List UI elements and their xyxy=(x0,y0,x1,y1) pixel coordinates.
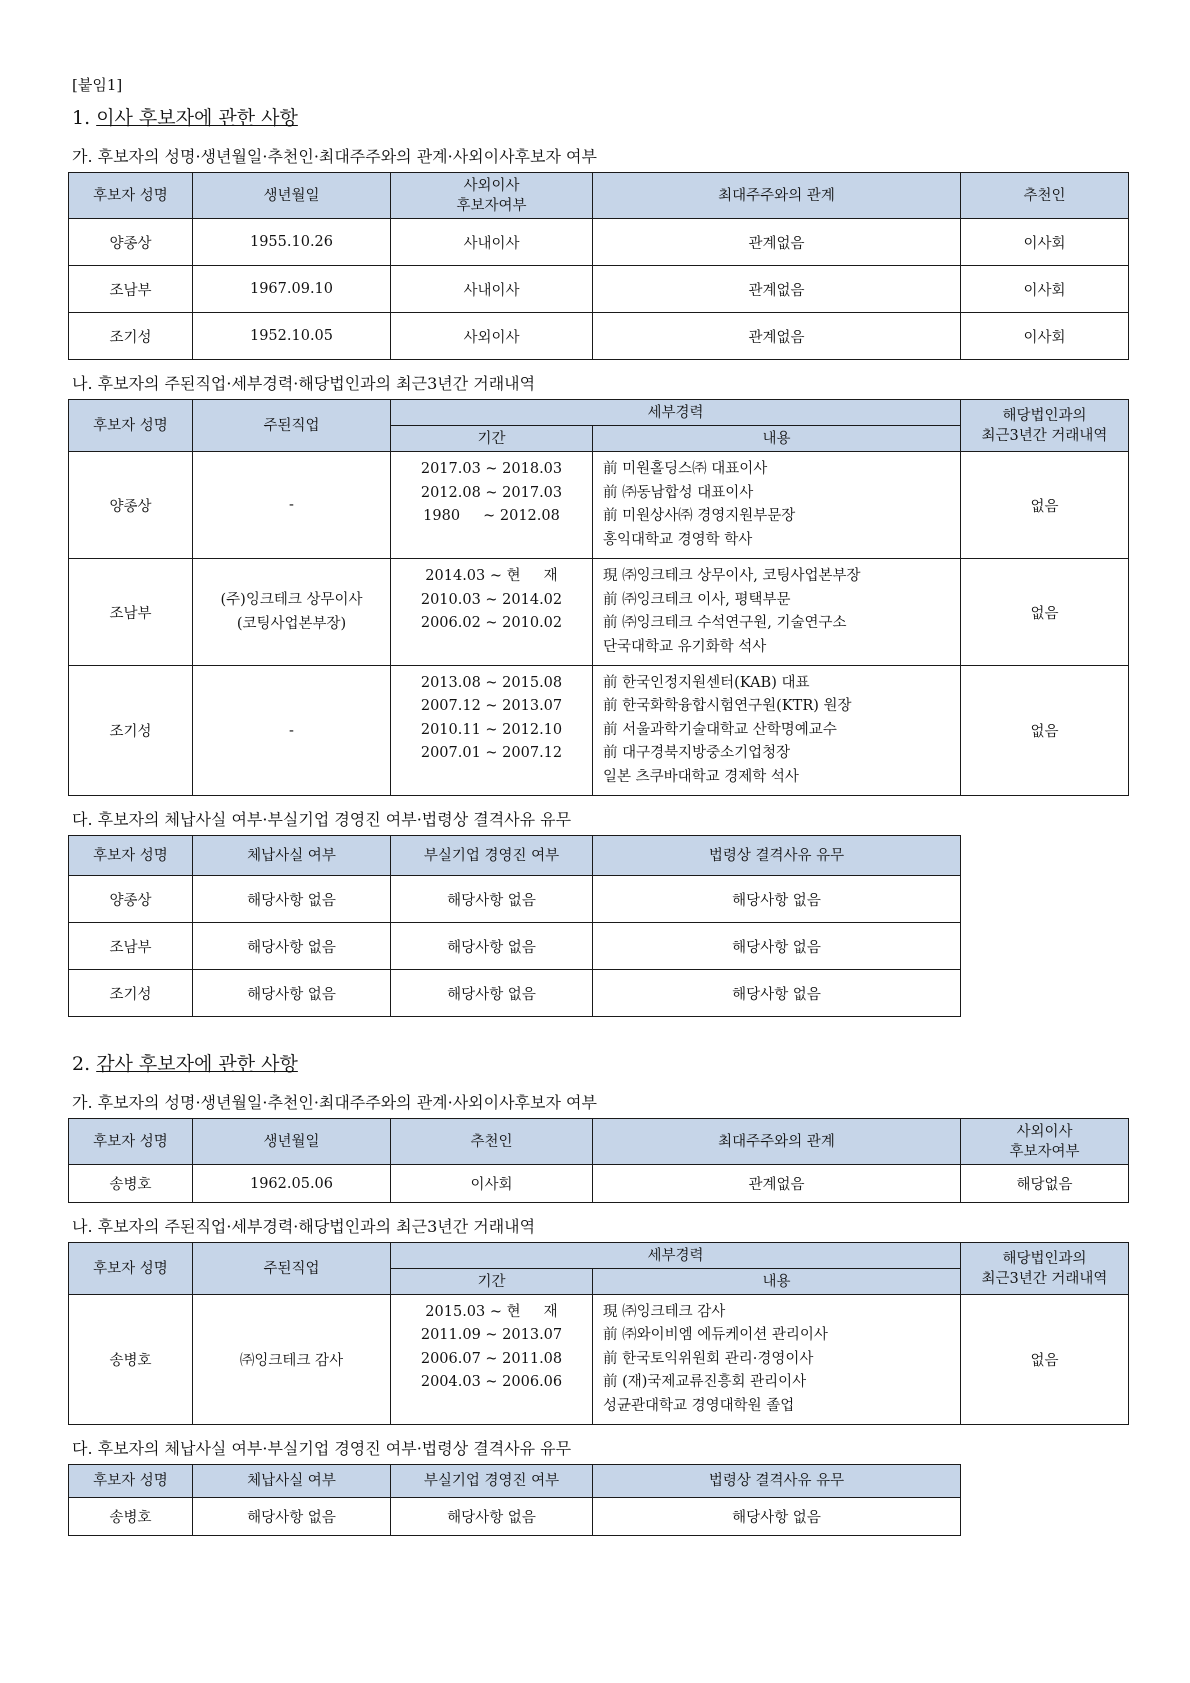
period-line: 2014.03 ~ 현 재 xyxy=(425,568,558,584)
cell-name: 조남부 xyxy=(69,923,193,970)
header-legal: 법령상 결격사유 유무 xyxy=(593,836,961,876)
cell-birthdate: 1967.09.10 xyxy=(193,266,391,313)
cell-type: 해당없음 xyxy=(961,1165,1129,1203)
cell-name: 조남부 xyxy=(69,266,193,313)
period-line: 1980 ~ 2012.08 xyxy=(423,508,560,524)
cell-name: 양종상 xyxy=(69,219,193,266)
section1-c-title: 다. 후보자의 체납사실 여부·부실기업 경영진 여부·법령상 결격사유 유무 xyxy=(72,810,572,829)
header-deal: 해당법인과의 최근3년간 거래내역 xyxy=(961,400,1129,452)
cell-birthdate: 1962.05.06 xyxy=(193,1165,391,1203)
table-row xyxy=(69,1165,1129,1203)
content-line: 現 ㈜잉크테크 감사 xyxy=(603,1303,726,1320)
section1-b-title: 나. 후보자의 주된직업·세부경력·해당법인과의 최근3년간 거래내역 xyxy=(72,374,536,393)
cell-recommender: 이사회 xyxy=(961,313,1129,360)
table-header-row xyxy=(69,1119,1129,1165)
content-line: 일본 츠쿠바대학교 경제학 석사 xyxy=(603,768,799,785)
cell-deal: 없음 xyxy=(961,1295,1129,1425)
content-line: 홍익대학교 경영학 학사 xyxy=(603,531,753,548)
cell-recommender: 이사회 xyxy=(961,219,1129,266)
cell-contents xyxy=(593,666,961,796)
cell-birthdate: 1952.10.05 xyxy=(193,313,391,360)
content-line: 現 ㈜잉크테크 상무이사, 코팅사업본부장 xyxy=(603,568,861,584)
cell-job: - xyxy=(193,452,391,559)
cell-insolvent: 해당사항 없음 xyxy=(391,876,593,923)
cell-periods xyxy=(391,559,593,666)
cell-type: 사외이사 xyxy=(391,313,593,360)
table-row xyxy=(69,266,1129,313)
table-row xyxy=(69,219,1129,266)
cell-deal: 없음 xyxy=(961,559,1129,666)
content-line: 前 대구경북지방중소기업청장 xyxy=(603,745,791,762)
cell-periods xyxy=(391,666,593,796)
content-lines xyxy=(603,565,956,659)
attachment-label: [붙임1] xyxy=(72,76,123,94)
content-line: 前 (재)국제교류진흥회 관리이사 xyxy=(603,1374,807,1391)
table-header-row xyxy=(69,173,1129,219)
period-lines xyxy=(395,565,588,659)
cell-name: 송병호 xyxy=(69,1295,193,1425)
period-line: 2006.02 ~ 2010.02 xyxy=(420,615,563,631)
section1-number: 1. xyxy=(72,107,91,129)
content-line: 前 ㈜동남합성 대표이사 xyxy=(603,484,754,501)
header-period: 기간 xyxy=(391,1269,593,1295)
header-period: 기간 xyxy=(391,426,593,452)
section2-b-title: 나. 후보자의 주된직업·세부경력·해당법인과의 최근3년간 거래내역 xyxy=(72,1217,536,1236)
content-line: 前 ㈜잉크테크 수석연구원, 기술연구소 xyxy=(603,615,847,631)
period-lines xyxy=(395,1301,588,1419)
table-row xyxy=(69,313,1129,360)
header-name: 후보자 성명 xyxy=(69,1243,193,1295)
table-header-row xyxy=(69,1243,1129,1269)
auditor-career-table xyxy=(68,1242,1129,1425)
content-line: 前 한국화학융합시험연구원(KTR) 원장 xyxy=(603,698,852,715)
period-line: 2007.12 ~ 2013.07 xyxy=(420,698,563,715)
director-career-table xyxy=(68,399,1129,796)
table-row xyxy=(69,923,961,970)
cell-tax-arrears: 해당사항 없음 xyxy=(193,1498,391,1536)
header-content: 내용 xyxy=(593,1269,961,1295)
header-legal: 법령상 결격사유 유무 xyxy=(593,1465,961,1498)
header-content: 내용 xyxy=(593,426,961,452)
content-line: 단국대학교 유기화학 석사 xyxy=(603,638,767,655)
header-job: 주된직업 xyxy=(193,1243,391,1295)
cell-name: 양종상 xyxy=(69,452,193,559)
content-lines xyxy=(603,458,956,552)
cell-periods xyxy=(391,452,593,559)
content-lines xyxy=(603,1301,956,1419)
header-birthdate: 생년월일 xyxy=(193,173,391,219)
director-basic-table xyxy=(68,172,1129,360)
section2-a-title: 가. 후보자의 성명·생년월일·추천인·최대주주와의 관계·사외이사후보자 여부 xyxy=(72,1093,597,1112)
content-line: 성균관대학교 경영대학원 졸업 xyxy=(603,1397,795,1414)
cell-deal: 없음 xyxy=(961,666,1129,796)
section2-number: 2. xyxy=(72,1053,91,1075)
content-line: 前 미원홀딩스㈜ 대표이사 xyxy=(603,461,768,477)
header-recommender: 추천인 xyxy=(391,1119,593,1165)
header-insolvent: 부실기업 경영진 여부 xyxy=(391,836,593,876)
header-name: 후보자 성명 xyxy=(69,1119,193,1165)
header-name: 후보자 성명 xyxy=(69,173,193,219)
cell-periods xyxy=(391,1295,593,1425)
header-recommender: 추천인 xyxy=(961,173,1129,219)
header-name: 후보자 성명 xyxy=(69,400,193,452)
header-relation: 최대주주와의 관계 xyxy=(593,1119,961,1165)
cell-relation: 관계없음 xyxy=(593,219,961,266)
period-line: 2010.11 ~ 2012.10 xyxy=(420,721,563,738)
section1-title-text: 이사 후보자에 관한 사항 xyxy=(96,107,298,129)
table-header-row xyxy=(69,836,961,876)
table-row xyxy=(69,559,1129,666)
cell-type: 사내이사 xyxy=(391,219,593,266)
cell-contents xyxy=(593,559,961,666)
cell-name: 조남부 xyxy=(69,559,193,666)
table-row xyxy=(69,666,1129,796)
cell-legal: 해당사항 없음 xyxy=(593,923,961,970)
director-disqualification-table xyxy=(68,835,961,1017)
cell-name: 양종상 xyxy=(69,876,193,923)
section2-c-title: 다. 후보자의 체납사실 여부·부실기업 경영진 여부·법령상 결격사유 유무 xyxy=(72,1439,572,1458)
cell-name: 조기성 xyxy=(69,313,193,360)
header-outside-director: 사외이사 후보자여부 xyxy=(391,173,593,219)
content-line: 前 한국토익위원회 관리·경영이사 xyxy=(603,1350,814,1367)
cell-insolvent: 해당사항 없음 xyxy=(391,1498,593,1536)
period-line: 2015.03 ~ 현 재 xyxy=(425,1303,558,1320)
cell-contents xyxy=(593,452,961,559)
cell-recommender: 이사회 xyxy=(961,266,1129,313)
header-birthdate: 생년월일 xyxy=(193,1119,391,1165)
content-line: 前 ㈜와이비엠 에듀케이션 관리이사 xyxy=(603,1327,828,1344)
table-header-row xyxy=(69,400,1129,426)
cell-relation: 관계없음 xyxy=(593,313,961,360)
period-line: 2007.01 ~ 2007.12 xyxy=(420,745,563,762)
period-line: 2006.07 ~ 2011.08 xyxy=(420,1350,563,1367)
cell-name: 송병호 xyxy=(69,1165,193,1203)
auditor-disqualification-table xyxy=(68,1464,961,1536)
cell-contents xyxy=(593,1295,961,1425)
period-lines xyxy=(395,672,588,790)
cell-deal: 없음 xyxy=(961,452,1129,559)
table-row xyxy=(69,970,961,1017)
content-lines xyxy=(603,672,956,790)
table-row xyxy=(69,452,1129,559)
cell-legal: 해당사항 없음 xyxy=(593,970,961,1017)
section2-title-text: 감사 후보자에 관한 사항 xyxy=(96,1053,298,1075)
cell-name: 조기성 xyxy=(69,666,193,796)
header-tax-arrears: 체납사실 여부 xyxy=(193,1465,391,1498)
table-row xyxy=(69,1295,1129,1425)
section1-a-title: 가. 후보자의 성명·생년월일·추천인·최대주주와의 관계·사외이사후보자 여부 xyxy=(72,147,597,166)
cell-type: 사내이사 xyxy=(391,266,593,313)
cell-insolvent: 해당사항 없음 xyxy=(391,923,593,970)
table-header-row xyxy=(69,1465,961,1498)
table-row xyxy=(69,876,961,923)
document-page xyxy=(68,74,1128,1536)
header-tax-arrears: 체납사실 여부 xyxy=(193,836,391,876)
period-line: 2011.09 ~ 2013.07 xyxy=(420,1327,563,1344)
section1-title xyxy=(72,103,1128,130)
header-name: 후보자 성명 xyxy=(69,836,193,876)
content-line: 前 서울과학기술대학교 산학명예교수 xyxy=(603,721,837,738)
cell-job: (주)잉크테크 상무이사 (코팅사업본부장) xyxy=(193,559,391,666)
cell-legal: 해당사항 없음 xyxy=(593,876,961,923)
cell-name: 조기성 xyxy=(69,970,193,1017)
header-job: 주된직업 xyxy=(193,400,391,452)
cell-name: 송병호 xyxy=(69,1498,193,1536)
header-insolvent: 부실기업 경영진 여부 xyxy=(391,1465,593,1498)
period-line: 2010.03 ~ 2014.02 xyxy=(420,591,563,608)
content-line: 前 한국인정지원센터(KAB) 대표 xyxy=(603,674,810,691)
cell-tax-arrears: 해당사항 없음 xyxy=(193,970,391,1017)
period-line: 2004.03 ~ 2006.06 xyxy=(420,1374,563,1391)
cell-insolvent: 해당사항 없음 xyxy=(391,970,593,1017)
content-line: 前 미원상사㈜ 경영지원부문장 xyxy=(603,508,796,524)
period-line: 2012.08 ~ 2017.03 xyxy=(420,484,563,501)
header-career: 세부경력 xyxy=(391,400,961,426)
content-line: 前 ㈜잉크테크 이사, 평택부문 xyxy=(603,591,791,608)
header-career: 세부경력 xyxy=(391,1243,961,1269)
cell-tax-arrears: 해당사항 없음 xyxy=(193,876,391,923)
cell-job: - xyxy=(193,666,391,796)
auditor-basic-table xyxy=(68,1118,1129,1203)
section2-title xyxy=(72,1049,1128,1076)
cell-tax-arrears: 해당사항 없음 xyxy=(193,923,391,970)
cell-recommender: 이사회 xyxy=(391,1165,593,1203)
cell-legal: 해당사항 없음 xyxy=(593,1498,961,1536)
cell-birthdate: 1955.10.26 xyxy=(193,219,391,266)
period-line: 2017.03 ~ 2018.03 xyxy=(420,461,563,477)
cell-relation: 관계없음 xyxy=(593,1165,961,1203)
period-line: 2013.08 ~ 2015.08 xyxy=(420,674,563,691)
period-lines xyxy=(395,458,588,552)
header-deal: 해당법인과의 최근3년간 거래내역 xyxy=(961,1243,1129,1295)
cell-job: ㈜잉크테크 감사 xyxy=(193,1295,391,1425)
header-name: 후보자 성명 xyxy=(69,1465,193,1498)
header-outside-director: 사외이사 후보자여부 xyxy=(961,1119,1129,1165)
cell-relation: 관계없음 xyxy=(593,266,961,313)
header-relation: 최대주주와의 관계 xyxy=(593,173,961,219)
table-row xyxy=(69,1498,961,1536)
